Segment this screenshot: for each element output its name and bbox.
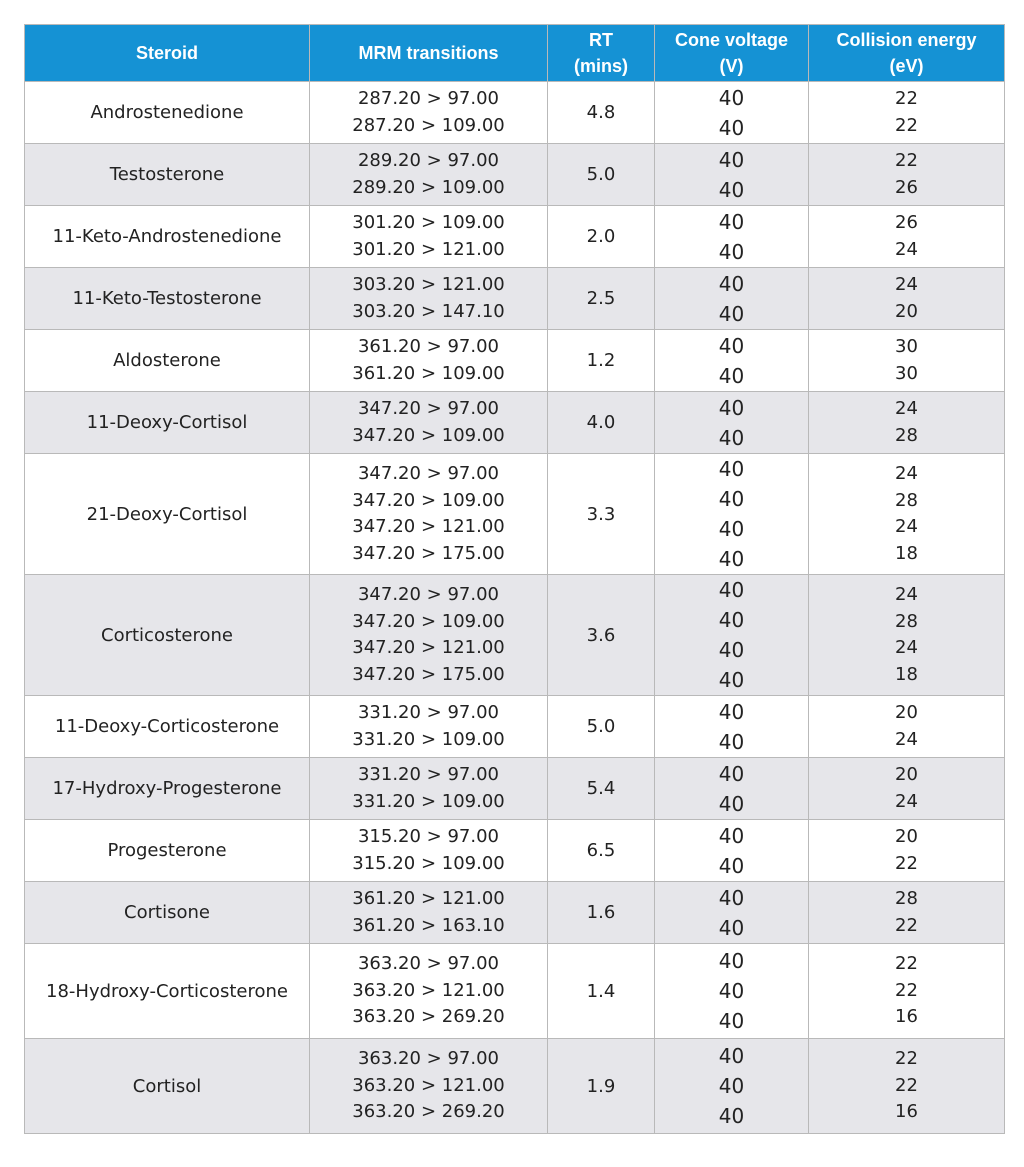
table-body [25, 82, 1005, 1134]
mrm-transitions-cell [310, 330, 548, 392]
collision-energy-cell [809, 1039, 1005, 1134]
cone-voltage-value: 40 [718, 578, 745, 602]
mrm-transition: 363.20 > 97.00 [357, 953, 500, 975]
mrm-transition: 361.20 > 163.10 [352, 914, 505, 936]
table-header [25, 25, 1005, 82]
mrm-transition: 347.20 > 121.00 [352, 516, 505, 537]
collision-energy-value: 24 [895, 728, 918, 750]
mrm-transition: 347.20 > 175.00 [352, 542, 505, 564]
collision-energy-value: 18 [895, 663, 918, 685]
table-row [25, 820, 1005, 882]
collision-energy-value: 22 [895, 1048, 918, 1070]
collision-energy-value: 26 [895, 176, 918, 198]
collision-energy-value: 28 [895, 424, 918, 446]
cone-voltage-value: 40 [718, 425, 745, 450]
mrm-transition: 363.20 > 121.00 [352, 979, 505, 1001]
collision-energy-value: 30 [895, 362, 918, 384]
mrm-transition: 347.20 > 109.00 [352, 610, 505, 632]
header-steroid [25, 25, 310, 82]
cone-voltage-cell [655, 696, 809, 758]
mrm-transitions-cell [310, 575, 548, 696]
collision-energy-value: 24 [895, 516, 918, 537]
table-row [25, 268, 1005, 330]
cone-voltage-value: 40 [718, 979, 745, 1003]
collision-energy-value: 22 [895, 150, 918, 171]
cone-voltage-value: 40 [718, 915, 745, 940]
cone-voltage-value: 40 [718, 668, 745, 692]
mrm-transitions-cell [310, 944, 548, 1039]
steroid-name-cell: 11-Deoxy-Corticosterone [25, 696, 310, 758]
cone-voltage-value: 40 [718, 853, 745, 878]
cone-voltage-cell [655, 575, 809, 696]
mrm-transition: 363.20 > 269.20 [352, 1101, 505, 1123]
collision-energy-value: 28 [895, 888, 918, 909]
rt-cell: 4.8 [548, 82, 655, 144]
collision-energy-cell [809, 758, 1005, 820]
header-row [25, 25, 1005, 82]
cone-voltage-cell [655, 82, 809, 144]
collision-energy-cell [809, 206, 1005, 268]
mrm-transition: 347.20 > 97.00 [357, 463, 500, 484]
collision-energy-value: 24 [895, 584, 918, 605]
rt-cell: 2.0 [548, 206, 655, 268]
cone-voltage-value: 40 [718, 147, 745, 172]
rt-cell: 4.0 [548, 392, 655, 454]
rt-cell: 3.3 [548, 454, 655, 575]
mrm-transition: 347.20 > 97.00 [357, 398, 500, 419]
mrm-transition: 303.20 > 121.00 [352, 274, 505, 295]
mrm-transitions-cell [310, 82, 548, 144]
collision-energy-value: 16 [895, 1006, 918, 1028]
mrm-transition: 303.20 > 147.10 [352, 300, 505, 322]
cone-voltage-value: 40 [718, 791, 745, 816]
mrm-transition: 361.20 > 121.00 [352, 888, 505, 909]
steroid-name-cell: 11-Keto-Androstenedione [25, 206, 310, 268]
cone-voltage-value: 40 [718, 457, 745, 481]
table-row [25, 82, 1005, 144]
collision-energy-cell [809, 330, 1005, 392]
cone-voltage-value: 40 [718, 177, 745, 202]
cone-voltage-value: 40 [718, 608, 745, 632]
cone-voltage-value: 40 [718, 885, 745, 910]
rt-cell: 1.6 [548, 882, 655, 944]
cone-voltage-cell [655, 330, 809, 392]
table-row [25, 944, 1005, 1039]
collision-energy-value: 18 [895, 542, 918, 564]
header-cone-line1: Cone voltage [674, 30, 789, 50]
table-row [25, 696, 1005, 758]
collision-energy-value: 22 [895, 1074, 918, 1096]
cone-voltage-cell [655, 206, 809, 268]
mrm-transition: 287.20 > 109.00 [352, 114, 505, 136]
table-row [25, 144, 1005, 206]
mrm-transition: 363.20 > 269.20 [352, 1006, 505, 1028]
cone-voltage-value: 40 [718, 1074, 745, 1098]
cone-voltage-value: 40 [718, 333, 745, 358]
mrm-transition: 289.20 > 97.00 [357, 150, 500, 171]
collision-energy-cell [809, 268, 1005, 330]
steroid-name-cell: 11-Keto-Testosterone [25, 268, 310, 330]
collision-energy-value: 22 [895, 852, 918, 874]
collision-energy-cell [809, 392, 1005, 454]
mrm-transition: 361.20 > 97.00 [357, 336, 500, 357]
collision-energy-cell [809, 696, 1005, 758]
header-cone-line2: (V) [719, 56, 744, 76]
mrm-transition: 315.20 > 109.00 [352, 852, 505, 874]
collision-energy-value: 28 [895, 610, 918, 632]
rt-cell: 2.5 [548, 268, 655, 330]
cone-voltage-value: 40 [718, 239, 745, 264]
cone-voltage-cell [655, 758, 809, 820]
steroid-name-cell: 11-Deoxy-Cortisol [25, 392, 310, 454]
cone-voltage-cell [655, 144, 809, 206]
mrm-transition: 331.20 > 109.00 [352, 790, 505, 812]
collision-energy-value: 22 [895, 953, 918, 975]
rt-cell: 3.6 [548, 575, 655, 696]
cone-voltage-value: 40 [718, 271, 745, 296]
cone-voltage-value: 40 [718, 363, 745, 388]
cone-voltage-value: 40 [718, 395, 745, 420]
collision-energy-cell [809, 144, 1005, 206]
mrm-transitions-cell [310, 206, 548, 268]
mrm-transition: 331.20 > 97.00 [357, 764, 500, 785]
mrm-transition: 301.20 > 109.00 [352, 212, 505, 233]
mrm-transitions-cell [310, 392, 548, 454]
steroid-mrm-table [24, 24, 1005, 1134]
steroid-name-cell: Cortisol [25, 1039, 310, 1134]
steroid-name-cell: Corticosterone [25, 575, 310, 696]
steroid-name-cell: Androstenedione [25, 82, 310, 144]
cone-voltage-cell [655, 1039, 809, 1134]
mrm-transitions-cell [310, 758, 548, 820]
collision-energy-cell [809, 575, 1005, 696]
cone-voltage-cell [655, 882, 809, 944]
mrm-transition: 347.20 > 109.00 [352, 489, 505, 511]
mrm-transition: 331.20 > 97.00 [357, 702, 500, 723]
collision-energy-value: 20 [895, 300, 918, 322]
rt-cell: 1.9 [548, 1039, 655, 1134]
cone-voltage-value: 40 [718, 85, 745, 110]
cone-voltage-value: 40 [718, 1104, 745, 1128]
header-mrm-label: MRM transitions [358, 43, 499, 63]
cone-voltage-cell [655, 944, 809, 1039]
header-rt [548, 25, 655, 82]
cone-voltage-value: 40 [718, 115, 745, 140]
collision-energy-cell [809, 944, 1005, 1039]
collision-energy-value: 24 [895, 398, 918, 419]
mrm-transitions-cell [310, 882, 548, 944]
steroid-name-cell: 18-Hydroxy-Corticosterone [25, 944, 310, 1039]
collision-energy-value: 22 [895, 88, 918, 109]
mrm-transition: 331.20 > 109.00 [352, 728, 505, 750]
collision-energy-value: 20 [895, 702, 918, 723]
mrm-transitions-cell [310, 696, 548, 758]
steroid-name-cell: Cortisone [25, 882, 310, 944]
header-rt-line2: (mins) [574, 56, 628, 76]
mrm-transition: 347.20 > 109.00 [352, 424, 505, 446]
steroid-name-cell: Progesterone [25, 820, 310, 882]
cone-voltage-cell [655, 268, 809, 330]
collision-energy-cell [809, 882, 1005, 944]
mrm-transition: 301.20 > 121.00 [352, 238, 505, 260]
cone-voltage-value: 40 [718, 547, 745, 571]
mrm-transitions-cell [310, 820, 548, 882]
cone-voltage-value: 40 [718, 487, 745, 511]
table-row [25, 882, 1005, 944]
table-row [25, 758, 1005, 820]
steroid-name-cell: Testosterone [25, 144, 310, 206]
collision-energy-value: 26 [895, 212, 918, 233]
cone-voltage-cell [655, 392, 809, 454]
collision-energy-cell [809, 82, 1005, 144]
mrm-transition: 347.20 > 97.00 [357, 584, 500, 605]
cone-voltage-value: 40 [718, 209, 745, 234]
mrm-transition: 287.20 > 97.00 [357, 88, 500, 109]
table-row [25, 392, 1005, 454]
header-ce-line1: Collision energy [836, 30, 977, 50]
rt-cell: 6.5 [548, 820, 655, 882]
mrm-transitions-cell [310, 268, 548, 330]
collision-energy-value: 24 [895, 637, 918, 658]
mrm-transitions-cell [310, 144, 548, 206]
collision-energy-value: 22 [895, 114, 918, 136]
cone-voltage-value: 40 [718, 699, 745, 724]
header-collision-energy [809, 25, 1005, 82]
cone-voltage-value: 40 [718, 729, 745, 754]
rt-cell: 5.0 [548, 696, 655, 758]
rt-cell: 1.4 [548, 944, 655, 1039]
collision-energy-value: 20 [895, 764, 918, 785]
mrm-transition: 289.20 > 109.00 [352, 176, 505, 198]
collision-energy-value: 28 [895, 489, 918, 511]
cone-voltage-cell [655, 454, 809, 575]
header-mrm-transitions [310, 25, 548, 82]
collision-energy-value: 20 [895, 826, 918, 847]
mrm-transition: 361.20 > 109.00 [352, 362, 505, 384]
rt-cell: 5.4 [548, 758, 655, 820]
steroid-name-cell: 17-Hydroxy-Progesterone [25, 758, 310, 820]
table-row [25, 454, 1005, 575]
header-cone-voltage [655, 25, 809, 82]
collision-energy-value: 30 [895, 336, 918, 357]
collision-energy-value: 22 [895, 979, 918, 1001]
mrm-transitions-cell [310, 454, 548, 575]
collision-energy-value: 24 [895, 790, 918, 812]
cone-voltage-value: 40 [718, 1009, 745, 1033]
mrm-transition: 347.20 > 121.00 [352, 637, 505, 658]
header-ce-line2: (eV) [889, 56, 924, 76]
mrm-transition: 363.20 > 97.00 [357, 1048, 500, 1070]
header-steroid-label: Steroid [135, 43, 198, 63]
mrm-transition: 315.20 > 97.00 [357, 826, 500, 847]
cone-voltage-value: 40 [718, 949, 745, 973]
header-rt-line1: RT [589, 30, 613, 50]
collision-energy-value: 24 [895, 463, 918, 484]
collision-energy-value: 22 [895, 914, 918, 936]
collision-energy-value: 16 [895, 1101, 918, 1123]
table-row [25, 206, 1005, 268]
mrm-transition: 347.20 > 175.00 [352, 663, 505, 685]
table-row [25, 330, 1005, 392]
mrm-transition: 363.20 > 121.00 [352, 1074, 505, 1096]
cone-voltage-value: 40 [718, 301, 745, 326]
steroid-name-cell: 21-Deoxy-Cortisol [25, 454, 310, 575]
collision-energy-value: 24 [895, 274, 918, 295]
collision-energy-cell [809, 820, 1005, 882]
rt-cell: 1.2 [548, 330, 655, 392]
cone-voltage-value: 40 [718, 638, 745, 662]
mrm-transitions-cell [310, 1039, 548, 1134]
cone-voltage-cell [655, 820, 809, 882]
steroid-name-cell: Aldosterone [25, 330, 310, 392]
collision-energy-value: 24 [895, 238, 918, 260]
cone-voltage-value: 40 [718, 823, 745, 848]
table-row [25, 575, 1005, 696]
collision-energy-cell [809, 454, 1005, 575]
cone-voltage-value: 40 [718, 761, 745, 786]
cone-voltage-value: 40 [718, 1044, 745, 1068]
table-row [25, 1039, 1005, 1134]
cone-voltage-value: 40 [718, 517, 745, 541]
rt-cell: 5.0 [548, 144, 655, 206]
